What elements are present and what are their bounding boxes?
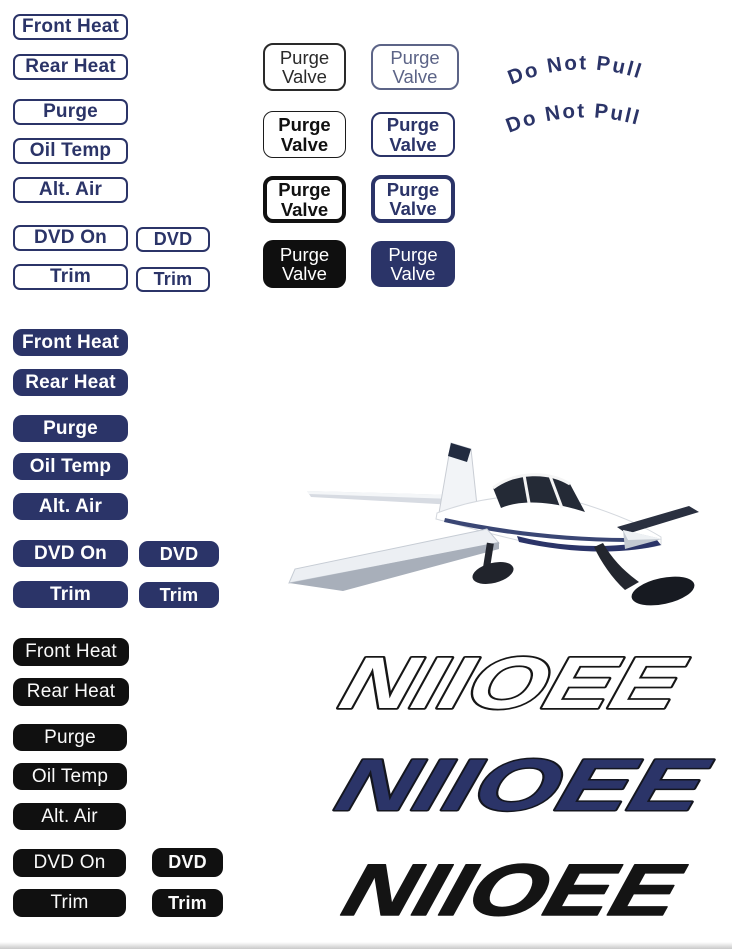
purge-valve-navy-outline-regular bbox=[371, 44, 459, 90]
purge-valve-line2: Valve bbox=[390, 263, 436, 284]
purge-valve-line2: Valve bbox=[392, 66, 438, 87]
sheet-edge-shadow bbox=[0, 942, 732, 949]
purge-valve-line1: Purge bbox=[386, 178, 440, 200]
purge-valve-black-outline-regular bbox=[263, 43, 346, 91]
decal-outline-dvd-on: DVD On bbox=[13, 225, 128, 251]
purge-valve-line2: Valve bbox=[280, 198, 329, 220]
n-number-navy bbox=[306, 742, 730, 826]
decal-black-front-heat: Front Heat bbox=[13, 638, 129, 666]
purge-valve-line2: Valve bbox=[389, 133, 437, 155]
airplane-photo bbox=[281, 431, 732, 621]
purge-valve-line2: Valve bbox=[282, 263, 327, 284]
n-number-text: NIIOEE bbox=[334, 849, 606, 931]
n-number-text: NIIOEE bbox=[332, 642, 603, 724]
purge-valve-line1: Purge bbox=[386, 114, 440, 135]
purge-valve-navy-filled bbox=[371, 241, 455, 287]
decal-navy-purge: Purge bbox=[13, 415, 128, 442]
decal-black-trim-2: Trim bbox=[152, 889, 223, 917]
decal-navy-trim: Trim bbox=[13, 581, 128, 608]
svg-text:Do Not Pull bbox=[503, 99, 643, 137]
purge-valve-line1: Purge bbox=[278, 114, 331, 135]
decal-black-trim: Trim bbox=[13, 889, 126, 917]
purge-valve-navy-outline-bold bbox=[371, 112, 455, 157]
n-number-black bbox=[316, 849, 698, 931]
purge-valve-black-thin-outline-bold bbox=[263, 111, 346, 158]
n-number-outline bbox=[313, 642, 703, 724]
purge-valve-line1: Purge bbox=[279, 46, 330, 68]
decal-navy-trim-2: Trim bbox=[139, 582, 219, 608]
decal-navy-rear-heat: Rear Heat bbox=[13, 369, 128, 396]
decal-outline-purge: Purge bbox=[13, 99, 128, 125]
n-number-text: NIIOEE bbox=[328, 744, 599, 826]
purge-valve-line1: Purge bbox=[278, 179, 331, 200]
decal-outline-trim: Trim bbox=[13, 264, 128, 290]
decal-black-rear-heat: Rear Heat bbox=[13, 678, 129, 706]
purge-valve-line1: Purge bbox=[390, 46, 440, 68]
purge-valve-line1: Purge bbox=[279, 243, 330, 265]
purge-valve-line1: Purge bbox=[388, 243, 438, 265]
decal-black-purge: Purge bbox=[13, 724, 127, 751]
decal-navy-alt-air: Alt. Air bbox=[13, 493, 128, 520]
decal-navy-front-heat: Front Heat bbox=[13, 329, 128, 356]
decal-black-oil-temp: Oil Temp bbox=[13, 763, 127, 790]
decal-black-dvd: DVD bbox=[152, 848, 223, 877]
decal-navy-oil-temp: Oil Temp bbox=[13, 453, 128, 480]
decal-outline-front-heat: Front Heat bbox=[13, 14, 128, 40]
purge-valve-black-filled bbox=[263, 240, 346, 288]
svg-text:Do Not Pull bbox=[505, 51, 646, 89]
purge-valve-navy-thick-outline-bold bbox=[371, 175, 455, 223]
decal-outline-rear-heat: Rear Heat bbox=[13, 54, 128, 80]
do-not-pull-text: Do Not Pull bbox=[503, 99, 644, 138]
decal-outline-trim-2: Trim bbox=[136, 267, 210, 292]
decal-navy-dvd: DVD bbox=[139, 541, 219, 567]
do-not-pull-text: Do Not Pull bbox=[505, 51, 646, 90]
purge-valve-line2: Valve bbox=[389, 198, 437, 219]
decal-black-dvd-on: DVD On bbox=[13, 849, 126, 877]
purge-valve-line2: Valve bbox=[282, 66, 327, 87]
purge-valve-line2: Valve bbox=[280, 133, 329, 155]
decal-outline-dvd: DVD bbox=[136, 227, 210, 252]
decal-outline-alt-air: Alt. Air bbox=[13, 177, 128, 203]
decal-outline-oil-temp: Oil Temp bbox=[13, 138, 128, 164]
purge-valve-black-thick-outline-bold bbox=[263, 176, 346, 223]
do-not-pull-arc-2 bbox=[503, 93, 683, 149]
decal-navy-dvd-on: DVD On bbox=[13, 540, 128, 567]
decal-black-alt-air: Alt. Air bbox=[13, 803, 126, 830]
